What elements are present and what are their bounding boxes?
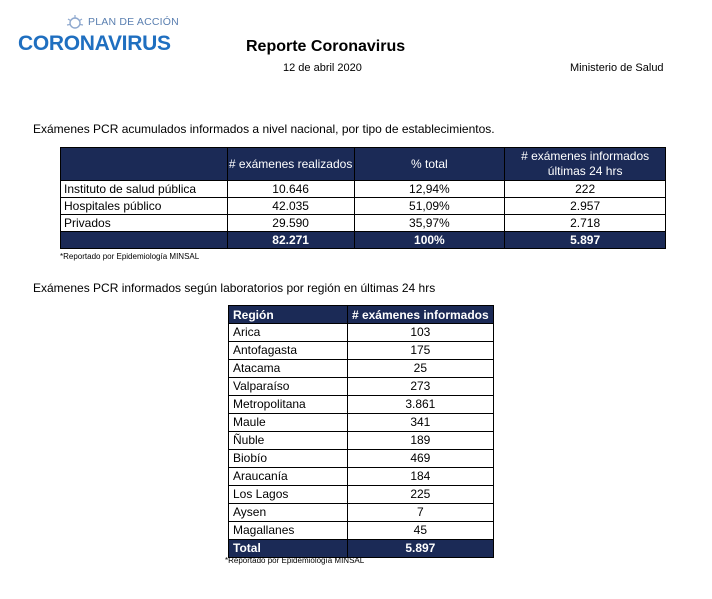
table-row	[229, 360, 494, 378]
region-name: Magallanes	[229, 522, 348, 540]
region-exams: 184	[347, 468, 493, 486]
table-row	[229, 414, 494, 432]
column-header: # exámenes informados	[347, 306, 493, 324]
region-exams: 225	[347, 486, 493, 504]
percent-total: 12,94%	[354, 181, 505, 198]
region-name: Atacama	[229, 360, 348, 378]
region-exams: 341	[347, 414, 493, 432]
total-percent: 100%	[354, 232, 505, 249]
region-exams: 469	[347, 450, 493, 468]
region-name: Aysen	[229, 504, 348, 522]
percent-total: 51,09%	[354, 198, 505, 215]
table1-caption: Exámenes PCR acumulados informados a nivel nacional, por tipo de establecimientos.	[33, 122, 495, 136]
logo-brand: CORONAVIRUS	[18, 32, 171, 55]
table-header-row	[61, 148, 666, 181]
table-row	[229, 396, 494, 414]
region-exams: 7	[347, 504, 493, 522]
table-row	[61, 215, 666, 232]
region-name: Araucanía	[229, 468, 348, 486]
region-exams: 103	[347, 324, 493, 342]
table1-footnote: *Reportado por Epidemiología MINSAL	[60, 252, 200, 261]
table-total-row	[61, 232, 666, 249]
establishment-name: Instituto de salud pública	[61, 181, 228, 198]
region-name: Valparaíso	[229, 378, 348, 396]
table-row	[61, 198, 666, 215]
logo	[18, 14, 179, 58]
exams-24h: 2.718	[505, 215, 666, 232]
logo-tagline: PLAN DE ACCIÓN	[88, 16, 179, 28]
establishment-table	[60, 147, 666, 249]
region-exams: 189	[347, 432, 493, 450]
table-row	[229, 342, 494, 360]
table-row	[229, 378, 494, 396]
exams-done: 42.035	[227, 198, 354, 215]
establishment-name: Hospitales público	[61, 198, 228, 215]
table-row	[229, 486, 494, 504]
region-name: Metropolitana	[229, 396, 348, 414]
exams-24h: 2.957	[505, 198, 666, 215]
table-total-row	[229, 540, 494, 558]
table-row	[229, 432, 494, 450]
region-name: Maule	[229, 414, 348, 432]
percent-total: 35,97%	[354, 215, 505, 232]
table-row	[61, 181, 666, 198]
table-row	[229, 522, 494, 540]
report-date: 12 de abril 2020	[283, 62, 362, 74]
column-header: Región	[229, 306, 348, 324]
column-header	[61, 148, 228, 181]
region-exams: 25	[347, 360, 493, 378]
total-exams-24h: 5.897	[505, 232, 666, 249]
exams-24h: 222	[505, 181, 666, 198]
total-region-exams: 5.897	[347, 540, 493, 558]
table-row	[229, 324, 494, 342]
region-exams: 175	[347, 342, 493, 360]
region-exams: 45	[347, 522, 493, 540]
table-header-row	[229, 306, 494, 324]
table-row	[229, 450, 494, 468]
table2-footnote: *Reportado por Epidemiología MINSAL	[225, 556, 365, 565]
total-exams-done: 82.271	[227, 232, 354, 249]
total-label: Total	[229, 540, 348, 558]
exams-done: 10.646	[227, 181, 354, 198]
ministry-label: Ministerio de Salud	[570, 62, 664, 74]
total-label	[61, 232, 228, 249]
establishment-name: Privados	[61, 215, 228, 232]
region-name: Antofagasta	[229, 342, 348, 360]
region-exams: 3.861	[347, 396, 493, 414]
virus-logo-icon	[64, 14, 86, 30]
column-header: % total	[354, 148, 505, 181]
region-exams: 273	[347, 378, 493, 396]
region-name: Ñuble	[229, 432, 348, 450]
table-row	[229, 504, 494, 522]
region-table	[228, 305, 494, 558]
region-name: Arica	[229, 324, 348, 342]
table2-caption: Exámenes PCR informados según laboratorios por región en últimas 24 hrs	[33, 281, 436, 295]
column-header: # exámenes informados últimas 24 hrs	[505, 148, 666, 181]
column-header: # exámenes realizados	[227, 148, 354, 181]
region-name: Los Lagos	[229, 486, 348, 504]
exams-done: 29.590	[227, 215, 354, 232]
page-title: Reporte Coronavirus	[246, 38, 406, 55]
table-row	[229, 468, 494, 486]
region-name: Biobío	[229, 450, 348, 468]
